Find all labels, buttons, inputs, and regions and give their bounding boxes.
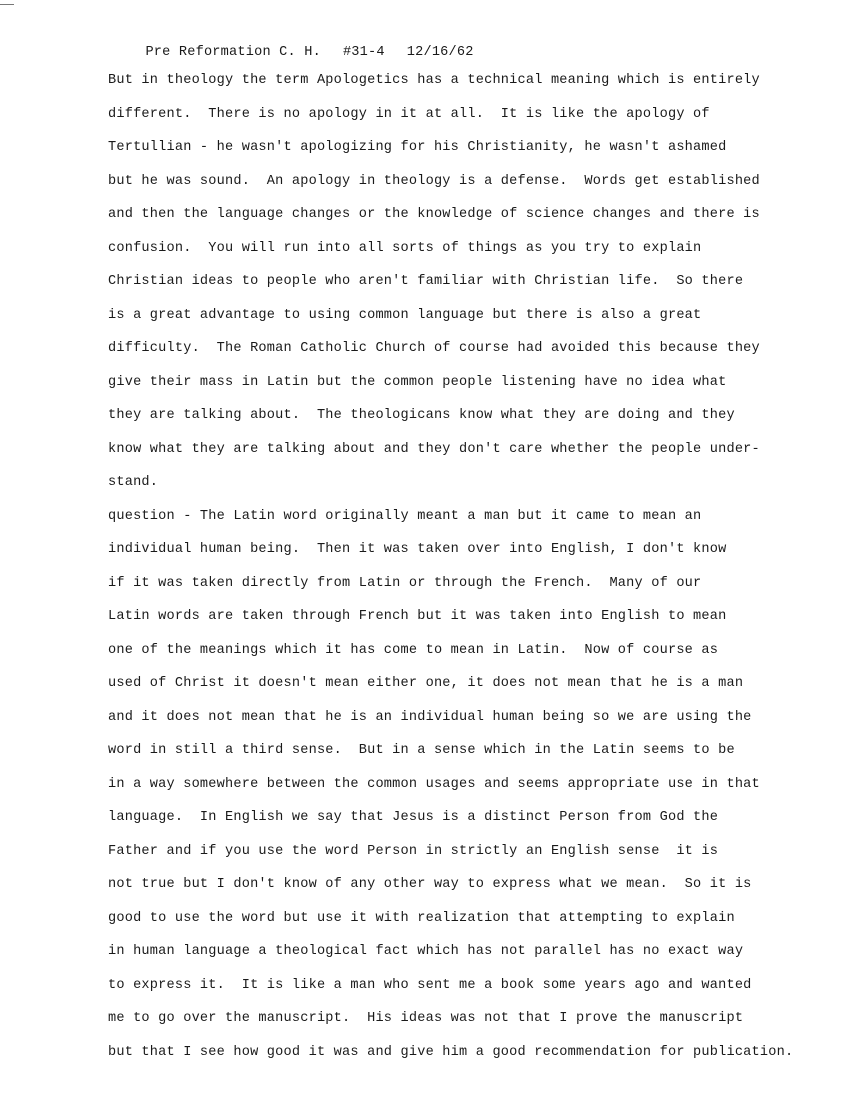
- text-line: to express it. It is like a man who sent me a book some years ago and wanted: [108, 977, 752, 993]
- text-line: individual human being. Then it was taken over into English, I don't know: [108, 542, 727, 557]
- text-line: question - The Latin word originally meant a man but it came to mean an: [108, 508, 702, 524]
- text-line: if it was taken directly from Latin or through the French. Many of our: [108, 575, 702, 591]
- transcript-body: [108, 70, 808, 1075]
- text-line: but that I see how good it was and give him a good recommendation for publication.: [108, 1044, 794, 1060]
- scan-mark: [0, 4, 14, 5]
- header-number: #31-4: [342, 45, 385, 60]
- text-line: in a way somewhere between the common usages and seems appropriate use in that: [108, 776, 760, 792]
- text-line: is a great advantage to using common language but there is also a great: [108, 307, 702, 323]
- text-line: and it does not mean that he is an individual human being so we are using the: [108, 709, 752, 725]
- text-line: Father and if you use the word Person in strictly an English sense it is: [108, 843, 719, 859]
- text-line: good to use the word but use it with realization that attempting to explain: [108, 910, 735, 926]
- text-line: one of the meanings which it has come to mean in Latin. Now of course as: [108, 642, 719, 658]
- text-line: stand.: [108, 475, 159, 490]
- text-line: me to go over the manuscript. His ideas was not that I prove the manuscript: [108, 1011, 744, 1026]
- text-line: in human language a theological fact which has not parallel has no exact way: [108, 944, 744, 959]
- text-line: used of Christ it doesn't mean either one, it does not mean that he is a man: [108, 676, 744, 691]
- text-line: give their mass in Latin but the common people listening have no idea what: [108, 374, 727, 390]
- header-date: 12/16/62: [406, 45, 474, 60]
- text-line: they are talking about. The theologicans know what they are doing and they: [108, 408, 735, 423]
- text-line: Tertullian - he wasn't apologizing for his Christianity, he wasn't ashamed: [108, 140, 727, 155]
- text-line: Latin words are taken through French but it was taken into English to mean: [108, 609, 727, 624]
- text-line: not true but I don't know of any other way to express what we mean. So it is: [108, 877, 752, 892]
- text-line: But in theology the term Apologetics has a technical meaning which is entirely: [108, 73, 760, 88]
- text-line: different. There is no apology in it at all. It is like the apology of: [108, 106, 710, 122]
- text-line: word in still a third sense. But in a sense which in the Latin seems to be: [108, 743, 735, 758]
- text-line: but he was sound. An apology in theology is a defense. Words get established: [108, 173, 760, 189]
- text-line: and then the language changes or the knowledge of science changes and there is: [108, 207, 760, 222]
- text-line: difficulty. The Roman Catholic Church of course had avoided this because they: [108, 341, 760, 356]
- header-title: Pre Reformation C. H.: [145, 45, 321, 60]
- text-line: Christian ideas to people who aren't familiar with Christian life. So there: [108, 274, 744, 289]
- text-line: know what they are talking about and they don't care whether the people under-: [108, 441, 760, 457]
- text-line: language. In English we say that Jesus is a distinct Person from God the: [108, 810, 719, 825]
- text-line: confusion. You will run into all sorts of things as you try to explain: [108, 240, 702, 256]
